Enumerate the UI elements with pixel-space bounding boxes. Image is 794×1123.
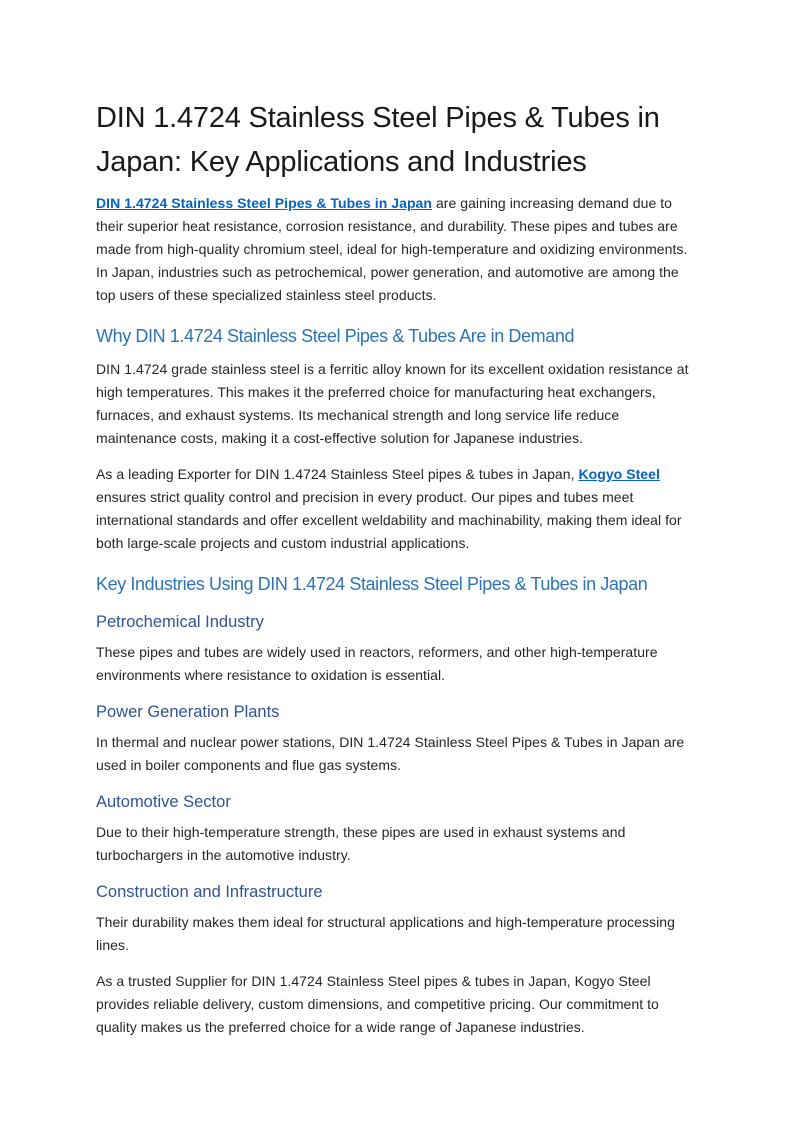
closing-paragraph: As a trusted Supplier for DIN 1.4724 Stainless Steel pipes & tubes in Japan, Kogyo Steel provides reliable delivery, custom dimensions, and competitive pricing. Our commitment to quality makes us the preferred choice for a wide range of Japanese industries.: [96, 973, 659, 1035]
subheading-power-generation-plants: Power Generation Plants: [96, 703, 280, 721]
page-title: DIN 1.4724 Stainless Steel Pipes & Tubes in Japan: Key Applications and Industries: [96, 102, 660, 178]
petrochemical-paragraph: These pipes and tubes are widely used in reactors, reformers, and other high-temperature environments where resistance to oxidation is essential.: [96, 644, 658, 683]
power-generation-paragraph: In thermal and nuclear power stations, DIN 1.4724 Stainless Steel Pipes & Tubes in Japan are used in boiler components and flue gas systems.: [96, 734, 685, 773]
subheading-automotive-sector: Automotive Sector: [96, 793, 231, 811]
subheading-construction-infrastructure: Construction and Infrastructure: [96, 883, 323, 901]
intro-paragraph-text: are gaining increasing demand due to their superior heat resistance, corrosion resistance, and durability. These pipes and tubes are made from high-quality chromium steel, ideal for high-temperature and oxidizing environments. In Japan, industries such as petrochemical, power generation, and automotive are among the top users of these specialized stainless steel products.: [96, 195, 688, 303]
intro-paragraph: [96, 192, 698, 307]
construction-paragraph: Their durability makes them ideal for structural applications and high-temperature processing lines.: [96, 914, 675, 953]
din-pipes-japan-link[interactable]: DIN 1.4724 Stainless Steel Pipes & Tubes in Japan: [96, 195, 432, 211]
demand-paragraph-2-before: As a leading Exporter for DIN 1.4724 Stainless Steel pipes & tubes in Japan,: [96, 466, 579, 482]
demand-paragraph-2: [96, 463, 698, 555]
kogyo-steel-link[interactable]: Kogyo Steel: [578, 466, 660, 482]
subheading-petrochemical-industry: Petrochemical Industry: [96, 613, 264, 631]
demand-paragraph-2-after: ensures strict quality control and precision in every product. Our pipes and tubes meet international standards and offer excellent weldability and machinability, making them ideal for both large-scale projects and custom industrial applications.: [96, 489, 682, 551]
heading-key-industries: Key Industries Using DIN 1.4724 Stainless Steel Pipes & Tubes in Japan: [96, 574, 648, 594]
automotive-paragraph: Due to their high-temperature strength, these pipes are used in exhaust systems and turbochargers in the automotive industry.: [96, 824, 626, 863]
heading-why-in-demand: Why DIN 1.4724 Stainless Steel Pipes & Tubes Are in Demand: [96, 326, 575, 346]
demand-paragraph-1: DIN 1.4724 grade stainless steel is a ferritic alloy known for its excellent oxidation resistance at high temperatures. This makes it the preferred choice for manufacturing heat exchangers, furnaces, and exhaust systems. Its mechanical strength and long service life reduce maintenance costs, making it a cost-effective solution for Japanese industries.: [96, 361, 689, 446]
